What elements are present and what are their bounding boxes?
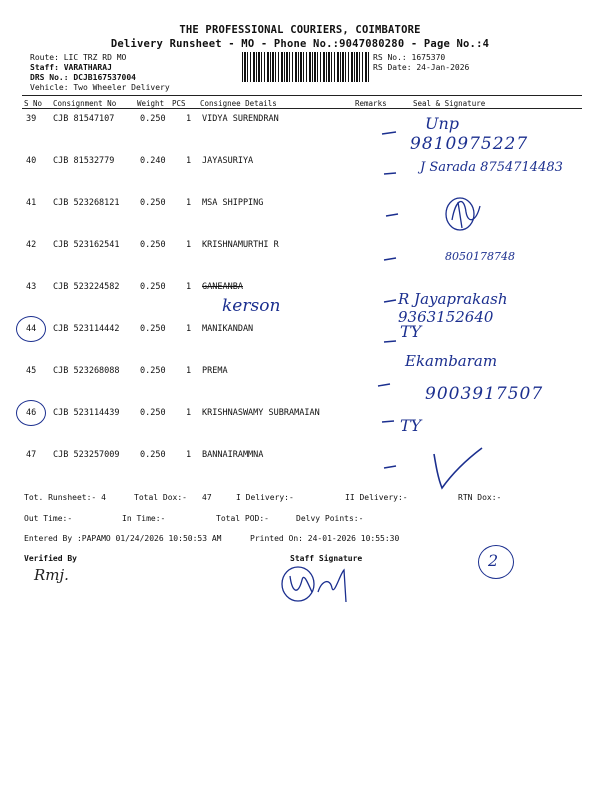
row-45-consignment: CJB 523268088 xyxy=(53,366,120,376)
row-41-sno: 41 xyxy=(26,198,37,208)
row-39-sno: 39 xyxy=(26,114,37,124)
remark-dash-41 xyxy=(386,214,398,216)
row-43-pcs: 1 xyxy=(186,282,192,292)
row-42-weight: 0.250 xyxy=(140,240,166,250)
out-time: Out Time:- xyxy=(24,514,73,523)
tot-runsheet: Tot. Runsheet:- 4 xyxy=(24,493,106,502)
verified-signature: Rmj. xyxy=(34,566,69,584)
row-40-pcs: 1 xyxy=(186,156,192,166)
sig-46: TY xyxy=(400,416,422,435)
row-44-consignment: CJB 523114442 xyxy=(53,324,120,334)
row-44-circle-mark xyxy=(16,316,46,342)
entered-by: Entered By :PAPAMO 01/24/2026 10:50:53 AM xyxy=(24,534,222,543)
phone-42: 8050178748 xyxy=(445,250,515,263)
staff-signature-label: Staff Signature xyxy=(290,554,363,563)
printed-on: Printed On: 24-01-2026 10:55:30 xyxy=(250,534,400,543)
row-39-consignment: CJB 81547107 xyxy=(53,114,115,124)
staff-line xyxy=(30,63,112,72)
row-46-weight: 0.250 xyxy=(140,408,166,418)
rs-number: RS No.: 1675370 xyxy=(373,53,446,62)
remark-dash-42 xyxy=(384,258,396,260)
row-42-pcs: 1 xyxy=(186,240,192,250)
row-40-weight: 0.240 xyxy=(140,156,166,166)
drs-value: DCJB167537004 xyxy=(73,73,136,82)
row-47-sno: 47 xyxy=(26,450,37,460)
row-46-consignee: KRISHNASWAMY SUBRAMAIAN xyxy=(202,408,320,418)
total-dox-value: 47 xyxy=(202,493,212,502)
col-weight: Weight xyxy=(137,99,165,108)
ii-delivery: II Delivery:- xyxy=(345,493,408,502)
row-42-consignment: CJB 523162541 xyxy=(53,240,120,250)
verified-by-label: Verified By xyxy=(24,554,77,563)
staff-signature-scribble xyxy=(278,562,358,608)
row-45-pcs: 1 xyxy=(186,366,192,376)
drs-line xyxy=(30,73,136,82)
row-41-consignment: CJB 523268121 xyxy=(53,198,120,208)
row-39-pcs: 1 xyxy=(186,114,192,124)
row-44-weight: 0.250 xyxy=(140,324,166,334)
row-43-weight: 0.250 xyxy=(140,282,166,292)
total-pod: Total POD:- xyxy=(216,514,269,523)
remark-dash-39 xyxy=(382,132,396,134)
i-delivery: I Delivery:- xyxy=(236,493,294,502)
sig-39: Unp xyxy=(425,114,460,133)
row-47-pcs: 1 xyxy=(186,450,192,460)
row-45-consignee: PREMA xyxy=(202,366,228,376)
row-45-weight: 0.250 xyxy=(140,366,166,376)
col-consignment: Consignment No xyxy=(53,99,117,108)
col-pcs: PCS xyxy=(172,99,186,108)
row-47-consignee: BANNAIRAMMNA xyxy=(202,450,264,460)
rs-date: RS Date: 24-Jan-2026 xyxy=(373,63,470,72)
remark-dash-46 xyxy=(382,421,394,422)
in-time: In Time:- xyxy=(122,514,166,523)
row-41-weight: 0.250 xyxy=(140,198,166,208)
total-dox-label: Total Dox:- xyxy=(134,493,187,502)
col-consignee: Consignee Details xyxy=(200,99,277,108)
phone-45: 9003917507 xyxy=(425,384,544,404)
page-mark-number: 2 xyxy=(488,551,499,570)
col-seal: Seal & Signature xyxy=(413,99,486,108)
sig-44: TY xyxy=(400,322,422,341)
row-44-sno: 44 xyxy=(26,324,37,334)
row-41-pcs: 1 xyxy=(186,198,192,208)
header-rule-top xyxy=(22,95,582,96)
barcode-image xyxy=(242,52,370,82)
remark-dash-40 xyxy=(384,173,396,174)
drs-label: DRS No.: xyxy=(30,73,74,82)
sig-40: J Sarada 8754714483 xyxy=(420,160,563,175)
row-44-pcs: 1 xyxy=(186,324,192,334)
row-41-consignee: MSA SHIPPING xyxy=(202,198,264,208)
row-46-pcs: 1 xyxy=(186,408,192,418)
row-43-consignee: GANEANBA xyxy=(202,282,243,292)
staff-value: VARATHARAJ xyxy=(63,63,112,72)
col-sno: S No xyxy=(24,99,43,108)
row-42-consignee: KRISHNAMURTHI R xyxy=(202,240,279,250)
row-45-sno: 45 xyxy=(26,366,37,376)
row-47-weight: 0.250 xyxy=(140,450,166,460)
delvy-points: Delvy Points:- xyxy=(296,514,364,523)
row-40-sno: 40 xyxy=(26,156,37,166)
row-46-consignment: CJB 523114439 xyxy=(53,408,120,418)
runsheet-subtitle: Delivery Runsheet - MO - Phone No.:9047080280 - Page No.:4 xyxy=(110,38,490,50)
remark-dash-45 xyxy=(378,384,390,386)
route-text: Route: LIC TRZ RD MO xyxy=(30,53,127,62)
col-remarks: Remarks xyxy=(355,99,387,108)
staff-signature-area xyxy=(278,562,358,608)
row-46-sno: 46 xyxy=(26,408,37,418)
row-42-sno: 42 xyxy=(26,240,37,250)
vehicle-text: Vehicle: Two Wheeler Delivery xyxy=(30,83,170,92)
row-40-consignee: JAYASURIYA xyxy=(202,156,254,166)
staff-label: Staff: xyxy=(30,63,64,72)
sig-43: R Jayaprakash 9363152640 xyxy=(398,290,508,326)
row-40-consignment: CJB 81532779 xyxy=(53,156,115,166)
row-47-consignment: CJB 523257009 xyxy=(53,450,120,460)
checkmark-icon xyxy=(428,446,488,494)
rtn-dox: RTN Dox:- xyxy=(458,493,502,502)
row-39-consignee: VIDYA SURENDRAN xyxy=(202,114,279,124)
row-43-consignment: CJB 523224582 xyxy=(53,282,120,292)
company-title: THE PROFESSIONAL COURIERS, COIMBATORE xyxy=(179,24,421,36)
row-43-sno: 43 xyxy=(26,282,37,292)
row-46-circle-mark xyxy=(16,400,46,426)
remark-dash-43 xyxy=(384,300,396,302)
row-44-consignee: MANIKANDAN xyxy=(202,324,254,334)
sig-41-scribble xyxy=(440,192,490,234)
header-rule-bottom xyxy=(22,108,582,109)
remark-dash-44 xyxy=(384,341,396,342)
row-39-weight: 0.250 xyxy=(140,114,166,124)
sig-45: Ekambaram xyxy=(405,352,498,370)
phone-39: 9810975227 xyxy=(410,134,529,154)
name-43: kerson xyxy=(222,296,281,316)
remark-dash-47 xyxy=(384,466,396,468)
